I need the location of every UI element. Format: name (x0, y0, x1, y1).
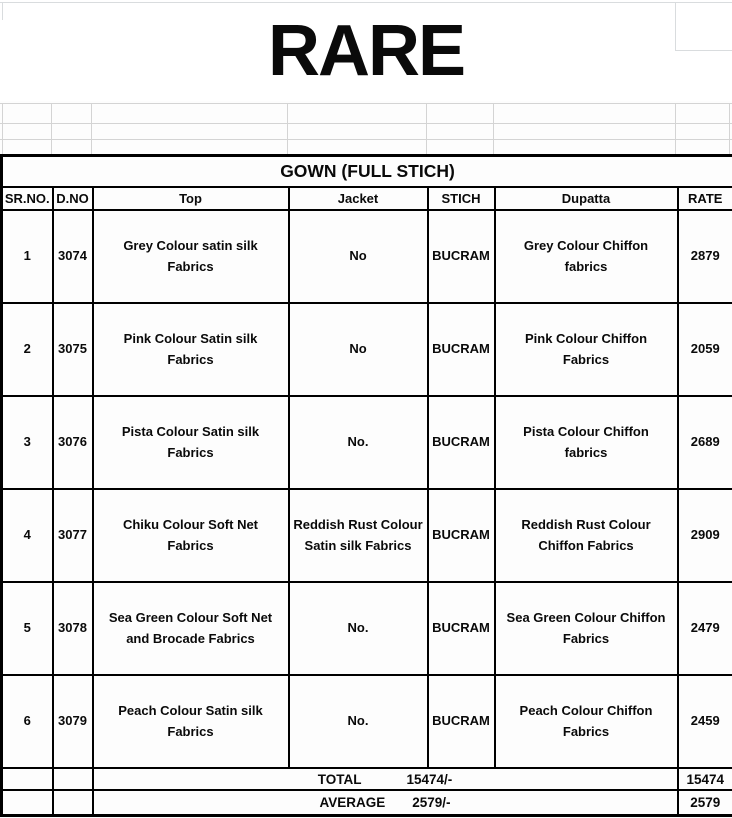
cell-dno: 3076 (53, 396, 93, 489)
cell-top: Pista Colour Satin silk Fabrics (93, 396, 289, 489)
cell-rate: 2059 (678, 303, 732, 396)
cell-rate: 2879 (678, 210, 732, 303)
gridline (729, 103, 730, 154)
cell-top: Pink Colour Satin silk Fabrics (93, 303, 289, 396)
column-header-row (2, 187, 732, 210)
cell-dno: 3079 (53, 675, 93, 768)
gridline (675, 2, 676, 50)
gridline (675, 50, 732, 51)
total-label: TOTAL (317, 771, 362, 787)
gridline (2, 2, 3, 20)
cell-dupatta: Sea Green Colour Chiffon Fabrics (495, 582, 678, 675)
table-row (2, 303, 732, 396)
cell-srno: 4 (2, 489, 53, 582)
gridline (493, 103, 494, 154)
cell-dupatta: Pink Colour Chiffon Fabrics (495, 303, 678, 396)
cell-srno: 1 (2, 210, 53, 303)
average-rate: 2579 (678, 790, 732, 816)
empty-grid-rows (0, 103, 732, 154)
table-row (2, 675, 732, 768)
cell-rate: 2909 (678, 489, 732, 582)
cell-jacket: No. (289, 675, 428, 768)
cell-rate: 2689 (678, 396, 732, 489)
cell-dupatta: Pista Colour Chiffon fabrics (495, 396, 678, 489)
table-row (2, 489, 732, 582)
cell-dno: 3074 (53, 210, 93, 303)
cell-jacket: No (289, 303, 428, 396)
total-value: 15474/- (406, 771, 453, 787)
title-banner (0, 0, 732, 101)
cell-stich: BUCRAM (428, 303, 495, 396)
gridline (287, 103, 288, 154)
cell-dno: 3075 (53, 303, 93, 396)
average-row (2, 790, 732, 816)
gridline (0, 123, 732, 124)
table-title-row (2, 156, 732, 188)
cell-jacket: Reddish Rust Colour Satin silk Fabrics (289, 489, 428, 582)
col-header-top: Top (93, 187, 289, 210)
cell-dno: 3078 (53, 582, 93, 675)
page-title: RARE (267, 10, 464, 91)
cell-top: Peach Colour Satin silk Fabrics (93, 675, 289, 768)
col-header-srno: SR.NO. (2, 187, 53, 210)
cell-rate: 2479 (678, 582, 732, 675)
table-row (2, 396, 732, 489)
cell-jacket: No (289, 210, 428, 303)
gridline (2, 103, 3, 154)
cell-srno: 6 (2, 675, 53, 768)
cell-dupatta: Grey Colour Chiffon fabrics (495, 210, 678, 303)
gridline (0, 139, 732, 140)
cell-empty (53, 768, 93, 790)
cell-srno: 5 (2, 582, 53, 675)
cell-dno: 3077 (53, 489, 93, 582)
col-header-jacket: Jacket (289, 187, 428, 210)
price-list-table (0, 154, 732, 817)
col-header-rate: RATE (678, 187, 732, 210)
cell-top: Sea Green Colour Soft Net and Brocade Fabrics (93, 582, 289, 675)
cell-srno: 3 (2, 396, 53, 489)
gridline (0, 2, 732, 3)
col-header-dupatta: Dupatta (495, 187, 678, 210)
col-header-dno: D.NO (53, 187, 93, 210)
cell-srno: 2 (2, 303, 53, 396)
cell-dupatta: Reddish Rust Colour Chiffon Fabrics (495, 489, 678, 582)
gridline (51, 103, 52, 154)
cell-rate: 2459 (678, 675, 732, 768)
gridline (426, 103, 427, 154)
gridline (0, 103, 732, 104)
total-cell (93, 768, 678, 790)
average-cell (93, 790, 678, 816)
average-label: AVERAGE (319, 795, 386, 810)
cell-top: Grey Colour satin silk Fabrics (93, 210, 289, 303)
cell-stich: BUCRAM (428, 489, 495, 582)
table-row (2, 210, 732, 303)
total-rate: 15474 (678, 768, 732, 790)
gridline (675, 103, 676, 154)
cell-empty (2, 790, 53, 816)
cell-stich: BUCRAM (428, 582, 495, 675)
average-value: 2579/- (412, 795, 451, 810)
total-row (2, 768, 732, 790)
cell-jacket: No. (289, 396, 428, 489)
cell-stich: BUCRAM (428, 396, 495, 489)
cell-empty (53, 790, 93, 816)
col-header-stich: STICH (428, 187, 495, 210)
cell-empty (2, 768, 53, 790)
cell-top: Chiku Colour Soft Net Fabrics (93, 489, 289, 582)
cell-dupatta: Peach Colour Chiffon Fabrics (495, 675, 678, 768)
cell-stich: BUCRAM (428, 210, 495, 303)
cell-jacket: No. (289, 582, 428, 675)
gridline (91, 103, 92, 154)
table-row (2, 582, 732, 675)
cell-stich: BUCRAM (428, 675, 495, 768)
table-title: GOWN (FULL STICH) (2, 156, 732, 188)
